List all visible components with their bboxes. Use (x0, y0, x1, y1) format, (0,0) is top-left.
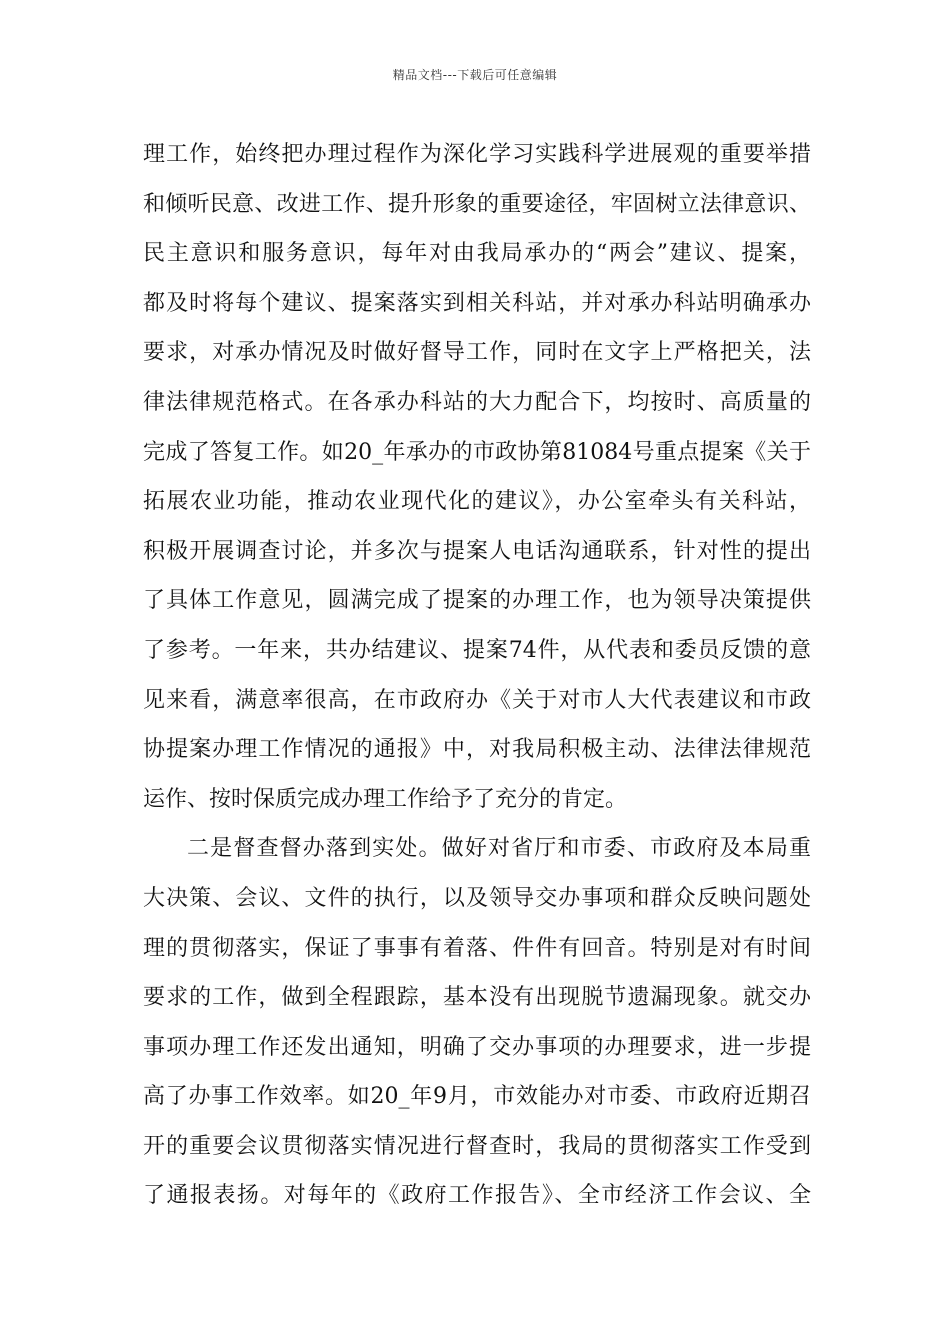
text-line: 协提案办理工作情况的通报》中，对我局积极主动、法律法律规范 (143, 737, 811, 763)
text-line: 要求的工作，做到全程跟踪，基本没有出现脱节遗漏现象。就交办 (143, 985, 811, 1011)
document-body (143, 130, 811, 1221)
text-line: 理的贯彻落实，保证了事事有着落、件件有回音。特别是对有时间 (143, 935, 811, 961)
text-line: 了通报表扬。对每年的《政府工作报告》、全市经济工作会议、全 (143, 1183, 811, 1209)
page-header: 精品文档---下载后可任意编辑 (392, 68, 558, 82)
text-line: 完成了答复工作。如20_年承办的市政协第81084号重点提案《关于 (143, 439, 811, 465)
text-line: 理工作，始终把办理过程作为深化学习实践科学进展观的重要举措 (143, 142, 811, 167)
text-line: 要求，对承办情况及时做好督导工作，同时在文字上严格把关，法 (143, 340, 811, 366)
text-line: 和倾听民意、改进工作、提升形象的重要途径，牢固树立法律意识、 (143, 191, 811, 217)
paragraph-first-line: 二是督查督办落到实处。做好对省厅和市委、市政府及本局重 (187, 836, 811, 862)
text-line: 运作、按时保质完成办理工作给予了充分的肯定。 (143, 786, 628, 812)
text-line: 了具体工作意见，圆满完成了提案的办理工作，也为领导决策提供 (143, 588, 811, 614)
text-line: 积极开展调查讨论，并多次与提案人电话沟通联系，针对性的提出 (143, 538, 811, 564)
text-line: 高了办事工作效率。如20_年9月，市效能办对市委、市政府近期召 (143, 1084, 811, 1110)
text-line: 大决策、会议、文件的执行，以及领导交办事项和群众反映问题处 (143, 885, 811, 911)
text-line: 拓展农业功能，推动农业现代化的建议》，办公室牵头有关科站， (143, 489, 811, 515)
text-line: 见来看，满意率很高，在市政府办《关于对市人大代表建议和市政 (143, 687, 811, 713)
text-line: 了参考。一年来，共办结建议、提案74件，从代表和委员反馈的意 (143, 637, 811, 663)
text-line: 民主意识和服务意识，每年对由我局承办的“两会”建议、提案， (143, 241, 811, 267)
text-line: 开的重要会议贯彻落实情况进行督查时，我局的贯彻落实工作受到 (143, 1133, 811, 1159)
text-line: 都及时将每个建议、提案落实到相关科站，并对承办科站明确承办 (143, 290, 811, 316)
text-line: 事项办理工作还发出通知，明确了交办事项的办理要求，进一步提 (143, 1034, 811, 1060)
text-line: 律法律规范格式。在各承办科站的大力配合下，均按时、高质量的 (143, 389, 811, 415)
